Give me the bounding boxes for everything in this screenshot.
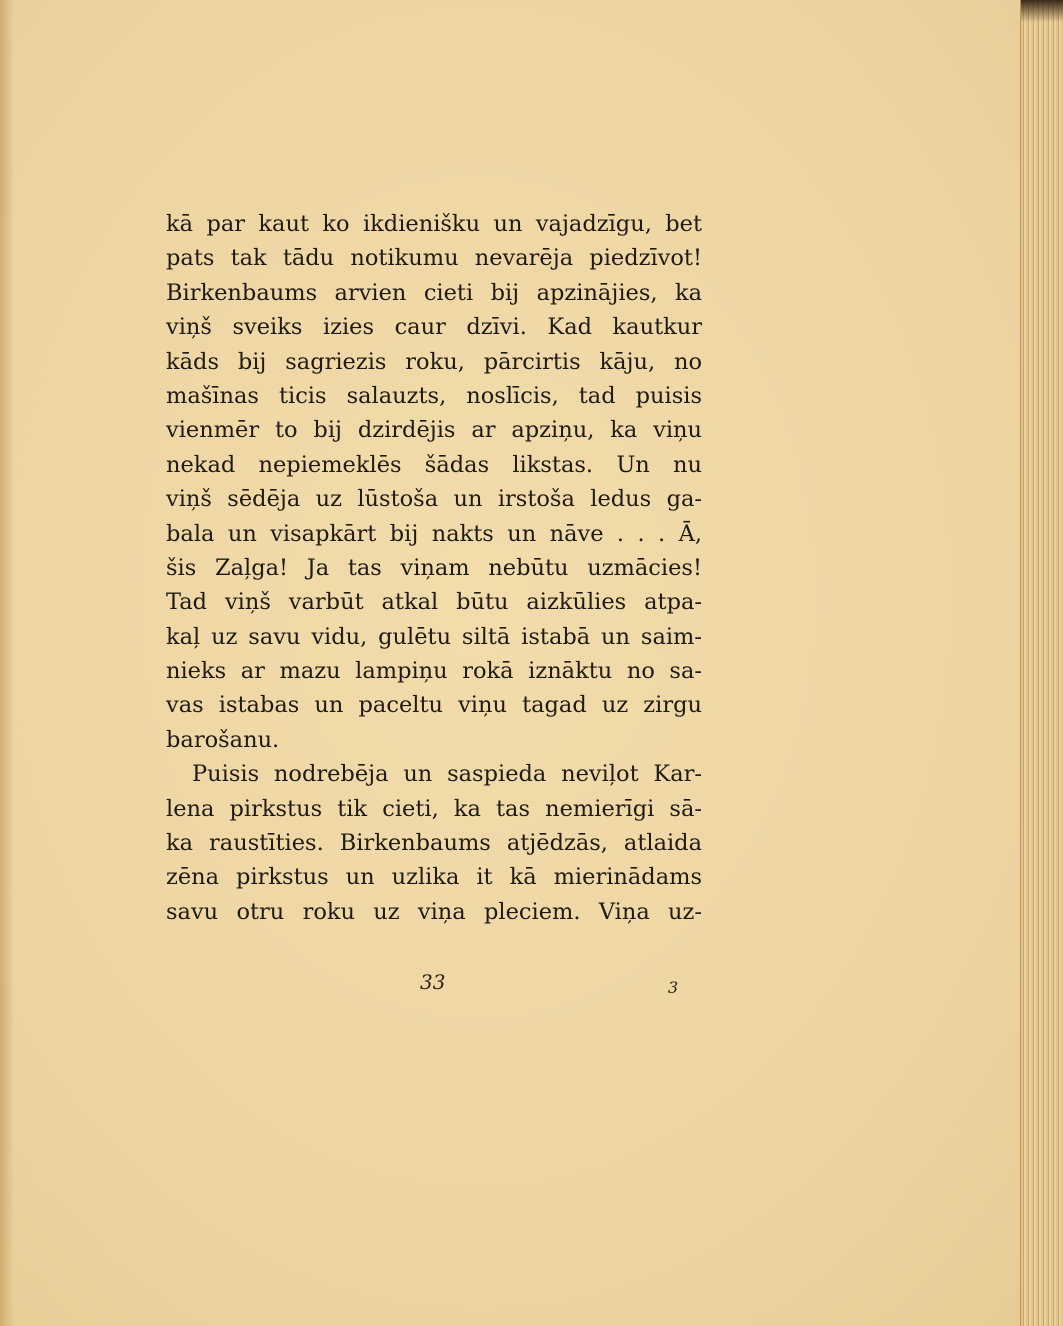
page-number: 33 [420, 970, 446, 994]
text-line: vienmēr to bij dzirdējis ar apziņu, ka viņu [166, 417, 702, 444]
text-line: vas istabas un paceltu viņu tagad uz zirgu [166, 692, 702, 719]
signature-mark: 3 [668, 978, 679, 997]
text-line: zēna pirkstus un uzlika it kā mierinādams [166, 864, 702, 891]
paragraph-start-line: Puisis nodrebēja un saspieda neviļot Kar- [192, 761, 702, 788]
text-line: ka raustīties. Birkenbaums atjēdzās, atlaida [166, 830, 702, 857]
text-line: kā par kaut ko ikdienišku un vajadzīgu, bet [166, 211, 702, 237]
text-line: kāds bij sagriezis roku, pārcirtis kāju, no [166, 348, 702, 375]
page-fore-edge [1020, 0, 1063, 1326]
text-line: kaļ uz savu vidu, gulētu siltā istabā un saim- [166, 623, 702, 650]
text-line: lena pirkstus tik cieti, ka tas nemierīgi sā- [166, 795, 702, 822]
text-line: nekad nepiemeklēs šādas likstas. Un nu [166, 451, 702, 478]
page-corner-shadow [1021, 0, 1063, 22]
text-line: viņš sveiks izies caur dzīvi. Kad kautkur [166, 314, 702, 341]
gutter-shadow [0, 0, 14, 1326]
text-line: viņš sēdēja uz lūstoša un irstoša ledus ga- [166, 486, 702, 513]
paragraph-end-line: barošanu. [166, 726, 280, 753]
text-line: pats tak tādu notikumu nevarēja piedzīvot! [166, 245, 702, 272]
text-line: mašīnas ticis salauzts, noslīcis, tad puisis [166, 382, 702, 409]
body-text [166, 207, 702, 929]
text-line: bala un visapkārt bij nakts un nāve . . . Ā, [166, 520, 702, 547]
text-line: nieks ar mazu lampiņu rokā iznāktu no sa- [166, 658, 702, 685]
text-line: šis Zaļga! Ja tas viņam nebūtu uzmācies! [166, 554, 702, 581]
text-line: savu otru roku uz viņa pleciem. Viņa uz- [166, 898, 702, 925]
text-line: Tad viņš varbūt atkal būtu aizkūlies atpa- [166, 589, 702, 616]
text-line: Birkenbaums arvien cieti bij apzinājies, ka [166, 279, 702, 306]
